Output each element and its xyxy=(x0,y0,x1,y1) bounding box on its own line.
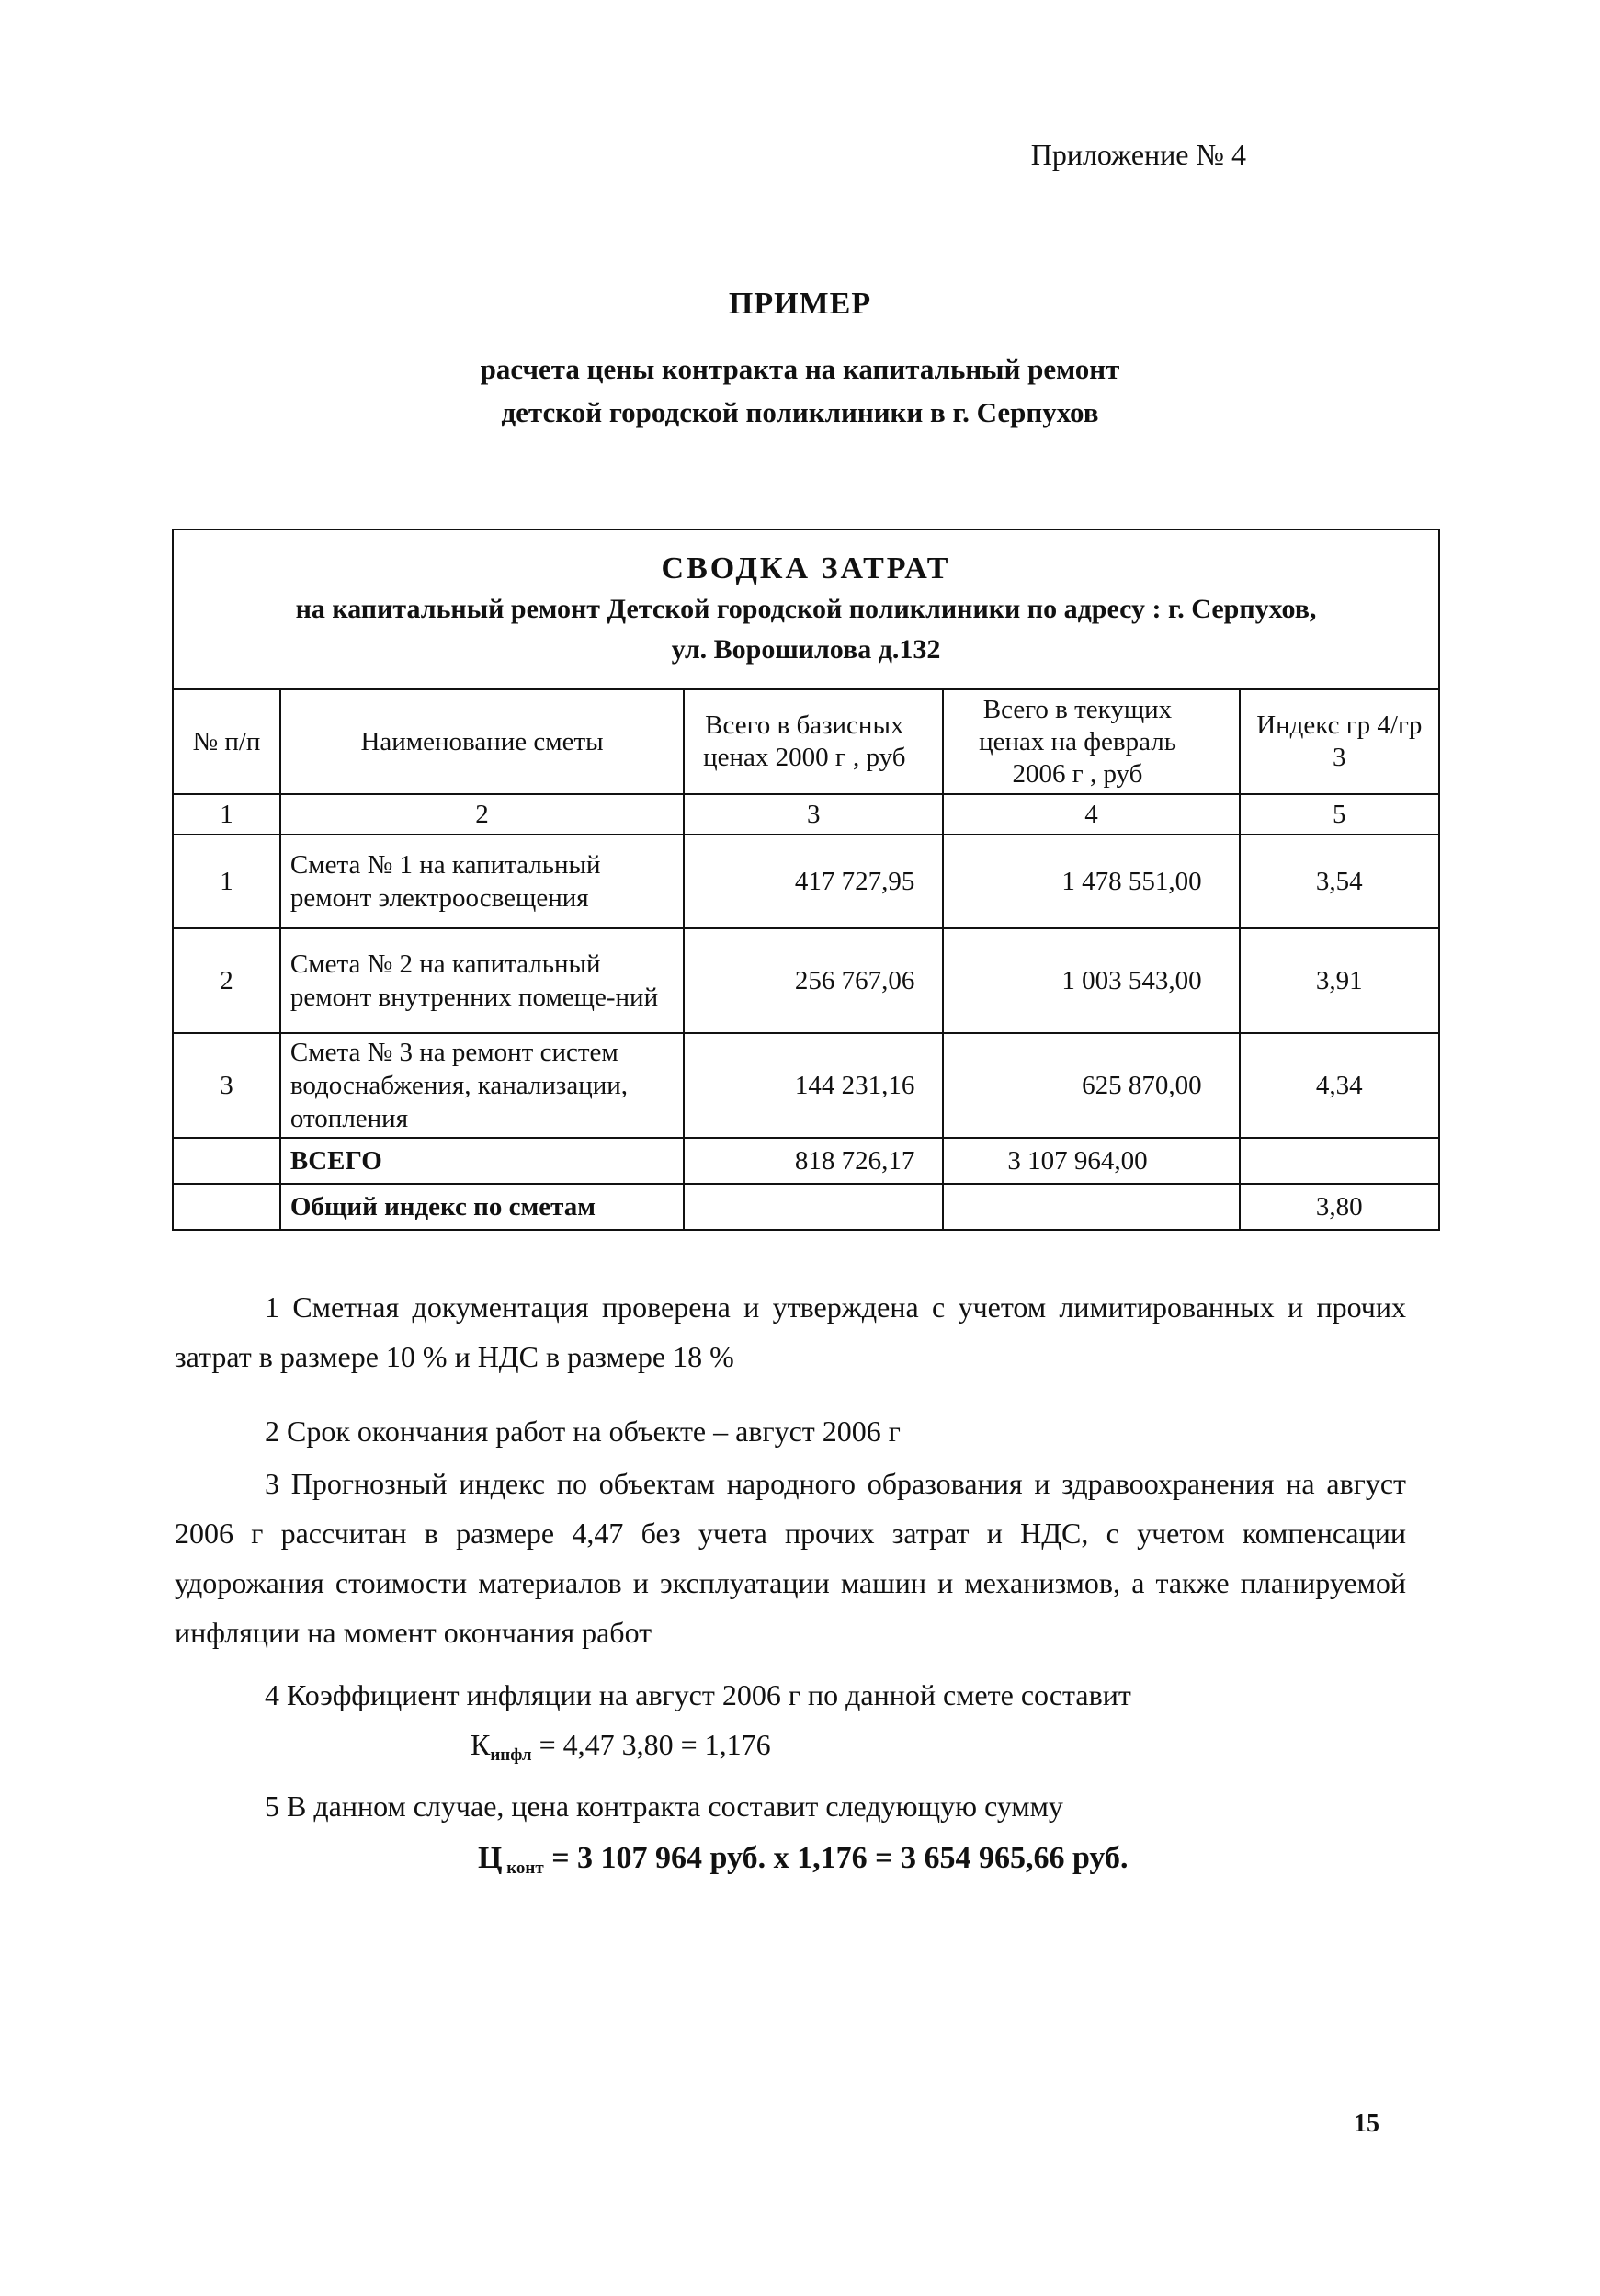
column-number: 2 xyxy=(280,794,684,835)
row-base-cost: 144 231,16 xyxy=(684,1033,943,1138)
table-subtitle-2: ул. Ворошилова д.132 xyxy=(671,634,941,665)
contract-subscript: конт xyxy=(502,1858,544,1878)
row-index: 3,54 xyxy=(1240,835,1439,928)
total-base-cost: 818 726,17 xyxy=(684,1138,943,1184)
note-5 xyxy=(175,1781,1406,1831)
table-row xyxy=(173,1033,1439,1138)
row-index: 4,34 xyxy=(1240,1033,1439,1138)
inflation-formula xyxy=(471,1728,771,1766)
column-header-row xyxy=(173,689,1439,794)
cost-summary-table xyxy=(172,529,1440,1231)
note-5-text: 5 В данном случае, цена контракта составит следующую сумму xyxy=(265,1790,1063,1823)
note-4-text: 4 Коэффициент инфляции на август 2006 г по данной смете составит xyxy=(265,1678,1131,1711)
inflation-calculation: = 4,47 3,80 = 1,176 xyxy=(531,1728,771,1761)
inflation-subscript: инфл xyxy=(490,1745,532,1765)
total-index-empty xyxy=(1240,1138,1439,1184)
note-2 xyxy=(175,1406,1406,1456)
overall-index-value: 3,80 xyxy=(1240,1184,1439,1230)
page-title: ПРИМЕР xyxy=(728,287,872,321)
total-num-empty xyxy=(173,1138,280,1184)
appendix-label: Приложение № 4 xyxy=(1030,138,1246,171)
overall-current-empty xyxy=(943,1184,1239,1230)
note-1-text: 1 Сметная документация проверена и утверждена с учетом лимитированных и прочих затрат в размере 10 % и НДС в размере 18 % xyxy=(175,1290,1406,1373)
row-name: Смета № 3 на ремонт систем водоснабжения, канализации, отопления xyxy=(280,1033,684,1138)
inflation-symbol: К xyxy=(471,1728,491,1761)
page-subtitle xyxy=(0,347,1600,434)
row-num: 3 xyxy=(173,1033,280,1138)
row-index: 3,91 xyxy=(1240,928,1439,1033)
contract-price-formula xyxy=(478,1841,1128,1879)
note-4 xyxy=(175,1670,1406,1720)
note-3 xyxy=(175,1459,1406,1657)
column-header-current: Всего в текущих ценах на февраль 2006 г , руб xyxy=(943,689,1239,794)
table-header-cell xyxy=(173,529,1439,689)
column-number: 4 xyxy=(943,794,1239,835)
table-row xyxy=(173,928,1439,1033)
overall-index-row xyxy=(173,1184,1439,1230)
note-2-text: 2 Срок окончания работ на объекте – август 2006 г xyxy=(265,1415,901,1448)
table-header-row xyxy=(173,529,1439,689)
column-number: 5 xyxy=(1240,794,1439,835)
column-number: 1 xyxy=(173,794,280,835)
subtitle-line-2: детской городской поликлиники в г. Серпухов xyxy=(501,396,1099,428)
row-base-cost: 256 767,06 xyxy=(684,928,943,1033)
contract-symbol: Ц xyxy=(478,1841,503,1875)
total-current-cost: 3 107 964,00 xyxy=(943,1138,1239,1184)
row-num: 1 xyxy=(173,835,280,928)
total-label: ВСЕГО xyxy=(280,1138,684,1184)
column-header-base: Всего в базисных ценах 2000 г , руб xyxy=(684,689,943,794)
overall-num-empty xyxy=(173,1184,280,1230)
row-current-cost: 625 870,00 xyxy=(943,1033,1239,1138)
note-3-text: 3 Прогнозный индекс по объектам народного образования и здравоохранения на август 2006 г рассчитан в размере 4,47 без учета прочих затрат и НДС, с учетом компенсации удорожания стоимости материалов и эксплуатации машин и механизмов, а также планируемой инфляции на момент окончания работ xyxy=(175,1467,1406,1649)
table-row xyxy=(173,835,1439,928)
row-current-cost: 1 003 543,00 xyxy=(943,928,1239,1033)
column-header-index: Индекс гр 4/гр 3 xyxy=(1240,689,1439,794)
row-name: Смета № 2 на капитальный ремонт внутренних помеще-ний xyxy=(280,928,684,1033)
column-header-num: № п/п xyxy=(173,689,280,794)
row-num: 2 xyxy=(173,928,280,1033)
total-row xyxy=(173,1138,1439,1184)
overall-base-empty xyxy=(684,1184,943,1230)
table-subtitle-1: на капитальный ремонт Детской городской поликлиники по адресу : г. Серпухов, xyxy=(295,594,1317,624)
contract-calculation: = 3 107 964 руб. х 1,176 = 3 654 965,66 руб. xyxy=(543,1841,1129,1875)
column-number: 3 xyxy=(684,794,943,835)
row-name: Смета № 1 на капитальный ремонт электроосвещения xyxy=(280,835,684,928)
page-number: 15 xyxy=(1354,2109,1379,2138)
overall-index-label: Общий индекс по сметам xyxy=(280,1184,684,1230)
column-header-name: Наименование сметы xyxy=(280,689,684,794)
subtitle-line-1: расчета цены контракта на капитальный ремонт xyxy=(480,353,1120,385)
column-number-row xyxy=(173,794,1439,835)
note-1 xyxy=(175,1282,1406,1381)
row-current-cost: 1 478 551,00 xyxy=(943,835,1239,928)
row-base-cost: 417 727,95 xyxy=(684,835,943,928)
table-title: СВОДКА ЗАТРАТ xyxy=(661,551,951,585)
